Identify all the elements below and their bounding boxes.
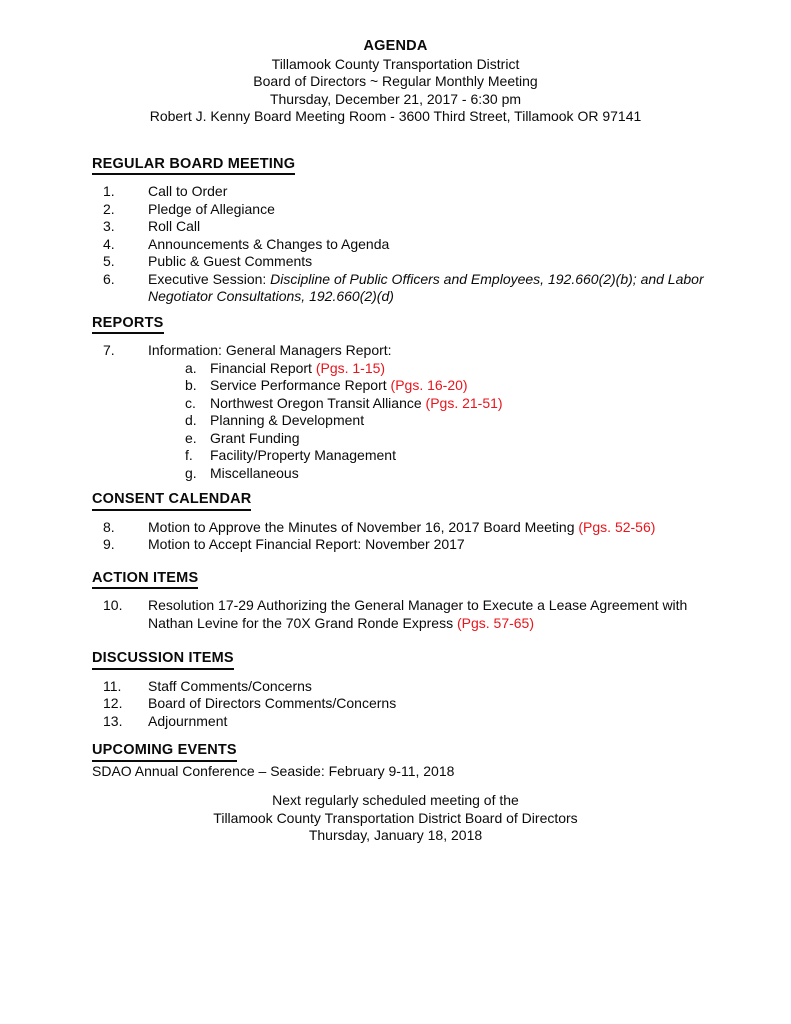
section-heading-text: UPCOMING EVENTS [92,742,237,762]
next-meeting-line-2: Tillamook County Transportation District Board of Directors [213,809,578,826]
item-text [148,342,761,482]
section-heading [92,570,761,590]
item-number: 2. [103,200,115,217]
item-text: Roll Call [148,218,201,234]
sub-item-text [210,377,468,395]
item-text: Staff Comments/Concerns [148,677,312,694]
sub-item-text [210,360,385,378]
page-ref: (Pgs. 1-15) [315,359,386,376]
agenda-item-1 [92,183,761,201]
sub-item-text [210,395,503,413]
section-heading-text: REPORTS [92,315,164,335]
section-heading-text: DISCUSSION ITEMS [92,650,234,670]
section-heading [92,315,761,335]
gm-report-label: Information: General Managers Report: [148,342,392,358]
executive-session-lead: Executive Session: [148,270,271,287]
sub-item-list [148,360,761,483]
item-number: 5. [103,253,115,269]
page-ref: (Pgs. 57-65) [456,614,535,631]
section-consent-calendar [92,491,761,554]
item-text: Board of Directors Comments/Concerns [148,695,397,711]
item-text: Announcements & Changes to Agenda [148,235,390,252]
sub-item-c [185,395,761,413]
agenda-item-4 [92,236,761,254]
sub-item-text: Facility/Property Management [210,447,396,463]
section-heading [92,742,761,762]
header-location: Robert J. Kenny Board Meeting Room - 3600 Third Street, Tillamook OR 97141 [149,108,642,124]
item-number: 12. [103,695,123,711]
item-number: 6. [103,270,115,287]
item-number: 7. [103,342,115,358]
document-header [0,38,791,126]
header-meeting-type: Board of Directors ~ Regular Monthly Meeting [253,73,538,89]
page-ref: (Pgs. 16-20) [390,377,468,393]
resolution-text-line-2: Nathan Levine for the 70X Grand Ronde Express [148,614,457,631]
sub-item-letter: e. [185,429,197,446]
agenda-item-13 [92,713,761,731]
upcoming-event-note: SDAO Annual Conference – Seaside: February 9-11, 2018 [92,762,455,779]
sub-item-g [185,465,761,483]
section-discussion-items [92,650,761,730]
section-heading-text: CONSENT CALENDAR [92,491,251,511]
executive-session-topic-line-1: Discipline of Public Officers and Employees, 192.660(2)(b); and Labor [270,270,704,287]
agenda-item-12 [92,695,761,713]
agenda-item-7 [92,342,761,482]
item-number: 8. [103,518,115,535]
sub-item-letter: b. [185,377,197,393]
executive-session-topic-line-2: Negotiator Consultations, 192.660(2)(d) [148,288,394,304]
agenda-item-9 [92,536,761,554]
sub-item-text: Grant Funding [210,429,300,446]
item-number: 13. [103,712,123,729]
agenda-item-3 [92,218,761,236]
sub-item-e [185,430,761,448]
sub-item-label: Service Performance Report [210,377,391,393]
agenda-item-10 [92,597,761,632]
item-text [148,271,761,306]
sub-item-letter: a. [185,359,197,376]
sub-item-letter: g. [185,464,197,481]
header-organization: Tillamook County Transportation District [271,55,520,72]
section-heading-text: ACTION ITEMS [92,570,198,590]
agenda-item-2 [92,201,761,219]
agenda-item-list [92,678,761,731]
sub-item-label: Financial Report [210,359,316,376]
agenda-item-list [92,597,761,632]
header-datetime: Thursday, December 21, 2017 - 6:30 pm [269,90,522,107]
item-text: Public & Guest Comments [148,253,313,269]
section-heading [92,650,761,670]
sub-item-text: Miscellaneous [210,464,299,481]
sub-item-f [185,447,761,465]
item-number: 3. [103,218,115,234]
section-action-items [92,570,761,633]
section-heading-text: REGULAR BOARD MEETING [92,156,295,176]
agenda-item-list [92,183,761,306]
sub-item-b [185,377,761,395]
sub-item-letter: d. [185,412,197,428]
item-number: 10. [103,597,123,613]
section-heading [92,156,761,176]
agenda-item-5 [92,253,761,271]
item-number: 11. [103,677,122,694]
item-number: 4. [103,235,115,252]
section-reports [92,315,761,483]
item-text [148,519,761,537]
sub-item-letter: f. [185,447,193,463]
item-text: Motion to Accept Financial Report: November 2017 [148,536,465,552]
section-upcoming-events [92,742,761,780]
section-regular-board-meeting [92,156,761,306]
sub-item-a [185,360,761,378]
item-text: Pledge of Allegiance [148,200,275,217]
item-text: Adjournment [148,712,228,729]
item-text: Call to Order [148,183,228,199]
sub-item-label: Northwest Oregon Transit Alliance [210,394,426,411]
page-ref: (Pgs. 21-51) [425,394,503,411]
agenda-item-8 [92,519,761,537]
item-number: 9. [103,536,115,552]
sub-item-d [185,412,761,430]
document-footer [0,792,791,845]
next-meeting-line-1: Next regularly scheduled meeting of the [272,792,519,808]
agenda-item-6 [92,271,761,306]
item-number: 1. [103,183,115,199]
agenda-item-list [92,342,761,482]
sub-item-text: Planning & Development [210,412,365,428]
section-heading [92,491,761,511]
document-title: AGENDA [363,38,428,54]
page-ref: (Pgs. 52-56) [578,518,656,535]
next-meeting-line-3: Thursday, January 18, 2018 [308,827,483,843]
agenda-item-11 [92,678,761,696]
item-text [148,597,761,632]
sub-item-letter: c. [185,394,196,411]
resolution-text-line-1: Resolution 17-29 Authorizing the General Manager to Execute a Lease Agreement with [148,597,688,613]
item-label: Motion to Approve the Minutes of November 16, 2017 Board Meeting [148,518,579,535]
agenda-item-list [92,519,761,554]
document-body [92,156,761,781]
